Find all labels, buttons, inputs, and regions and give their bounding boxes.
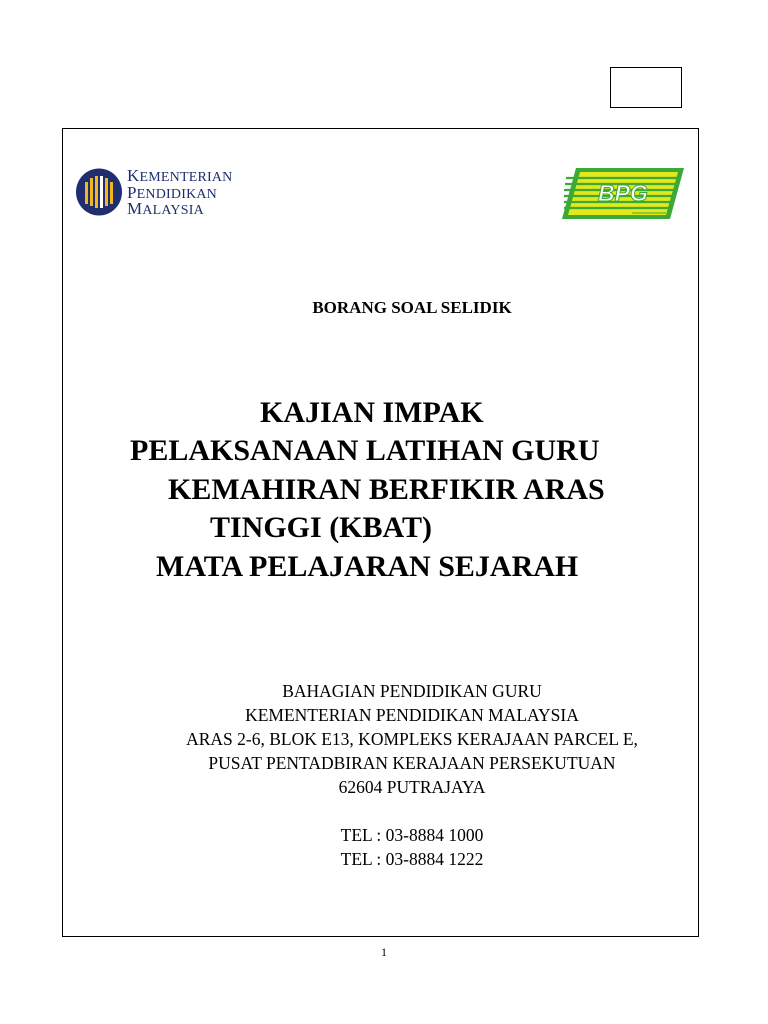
form-label: BORANG SOAL SELIDIK xyxy=(312,298,512,317)
address-line-3: ARAS 2-6, BLOK E13, KOMPLEKS KERAJAAN PARCEL E, xyxy=(186,729,638,749)
kpm-logo-line-1: KEMENTERIAN xyxy=(127,166,233,185)
kpm-emblem-icon xyxy=(75,168,125,216)
page-number: 1 xyxy=(381,945,387,959)
title-line-2: PELAKSANAAN LATIHAN GURU xyxy=(130,434,600,467)
address-line-2: KEMENTERIAN PENDIDIKAN MALAYSIA xyxy=(245,705,579,725)
title-line-5: MATA PELAJARAN SEJARAH xyxy=(156,550,579,583)
form-code-box xyxy=(610,67,682,108)
bpg-logo xyxy=(562,166,684,221)
kpm-logo-line-3: MALAYSIA xyxy=(127,199,204,218)
address-line-5: 62604 PUTRAJAYA xyxy=(338,777,486,797)
title-line-4: TINGGI (KBAT) xyxy=(210,511,432,544)
title-line-3: KEMAHIRAN BERFIKIR ARAS xyxy=(168,473,605,506)
bpg-logo-text: BPG xyxy=(598,180,648,206)
address-line-1: BAHAGIAN PENDIDIKAN GURU xyxy=(282,681,542,701)
address-line-4: PUSAT PENTADBIRAN KERAJAAN PERSEKUTUAN xyxy=(208,753,616,773)
kpm-logo xyxy=(75,168,250,216)
title-line-1: KAJIAN IMPAK xyxy=(260,396,484,429)
kpm-logo-text xyxy=(127,166,233,219)
tel-line-1: TEL : 03-8884 1000 xyxy=(340,825,484,845)
kpm-logo-line-2: PENDIDIKAN xyxy=(127,182,217,202)
tel-line-2: TEL : 03-8884 1222 xyxy=(340,849,484,869)
